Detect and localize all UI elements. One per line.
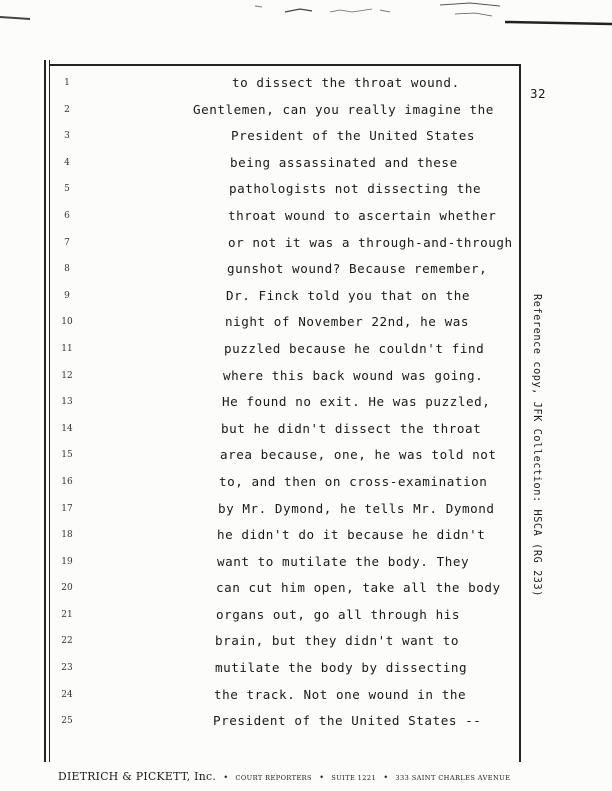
transcript-body xyxy=(0,70,520,735)
transcript-line: by Mr. Dymond, he tells Mr. Dymond xyxy=(218,500,495,516)
line-number: 3 xyxy=(64,131,70,142)
page-footer xyxy=(58,770,510,783)
transcript-line: but he didn't dissect the throat xyxy=(221,420,482,436)
transcript-line: mutilate the body by dissecting xyxy=(215,660,468,676)
line-number: 15 xyxy=(61,450,73,461)
line-number: 25 xyxy=(61,716,73,727)
line-number: 13 xyxy=(61,397,73,408)
transcript-line: gunshot wound? Because remember, xyxy=(227,261,488,277)
suite-number: SUITE 1221 xyxy=(331,774,377,782)
transcript-line: where this back wound was going. xyxy=(223,367,484,383)
transcript-line: brain, but they didn't want to xyxy=(215,633,459,649)
transcript-line: area because, one, he was told not xyxy=(220,447,497,463)
line-number: 20 xyxy=(61,583,73,594)
firm-name: DIETRICH & PICKETT, Inc. xyxy=(58,770,217,783)
firm-role: COURT REPORTERS xyxy=(235,774,312,782)
transcript-line: He found no exit. He was puzzled, xyxy=(222,394,491,410)
transcript-line: Gentlemen, can you really imagine the xyxy=(193,101,494,117)
page-number: 32 xyxy=(530,86,547,101)
line-number: 19 xyxy=(61,556,73,567)
transcript-line: organs out, go all through his xyxy=(216,606,460,622)
transcript-line: he didn't do it because he didn't xyxy=(217,527,486,543)
line-number: 12 xyxy=(61,370,73,381)
transcript-line: to dissect the throat wound. xyxy=(232,75,460,90)
transcript-line: President of the United States xyxy=(231,128,475,144)
line-number: 11 xyxy=(61,343,73,354)
transcript-line: can cut him open, take all the body xyxy=(216,580,501,596)
line-number: 14 xyxy=(61,423,73,434)
line-number: 2 xyxy=(64,104,70,115)
firm-address: 333 SAINT CHARLES AVENUE xyxy=(395,774,511,782)
transcript-line: puzzled because he couldn't find xyxy=(224,340,485,356)
line-number: 9 xyxy=(64,290,70,301)
footer-separator: • xyxy=(223,773,229,782)
footer-separator: • xyxy=(319,773,324,782)
line-number: 23 xyxy=(61,663,73,674)
transcript-line: or not it was a through-and-through xyxy=(228,234,513,250)
transcript-line: want to mutilate the body. They xyxy=(217,553,470,569)
scan-artifacts xyxy=(0,0,612,30)
line-number: 6 xyxy=(64,210,70,221)
line-number: 21 xyxy=(61,609,73,620)
line-number: 24 xyxy=(61,689,73,700)
transcript-line: being assassinated and these xyxy=(230,154,458,170)
line-number: 17 xyxy=(61,503,73,514)
top-rule xyxy=(49,64,521,66)
line-number: 7 xyxy=(64,237,70,248)
footer-separator: • xyxy=(383,773,389,782)
transcript-line: pathologists not dissecting the xyxy=(229,181,482,197)
line-number: 4 xyxy=(64,157,70,168)
transcript-line: to, and then on cross-examination xyxy=(219,473,488,489)
transcript-line: night of November 22nd, he was xyxy=(225,314,469,330)
line-number: 5 xyxy=(64,184,70,195)
transcript-line: President of the United States -- xyxy=(213,713,482,729)
line-number: 1 xyxy=(64,78,70,88)
transcript-line: the track. Not one wound in the xyxy=(214,686,467,702)
line-number: 18 xyxy=(61,530,73,541)
reference-copy-stamp: Reference copy, JFK Collection: HSCA (RG 233) xyxy=(531,294,542,598)
line-number: 16 xyxy=(61,476,73,487)
line-number: 8 xyxy=(64,264,70,275)
transcript-line: throat wound to ascertain whether xyxy=(228,207,497,223)
transcript-line: Dr. Finck told you that on the xyxy=(226,287,470,303)
line-number: 10 xyxy=(61,317,73,328)
line-number: 22 xyxy=(61,636,73,647)
